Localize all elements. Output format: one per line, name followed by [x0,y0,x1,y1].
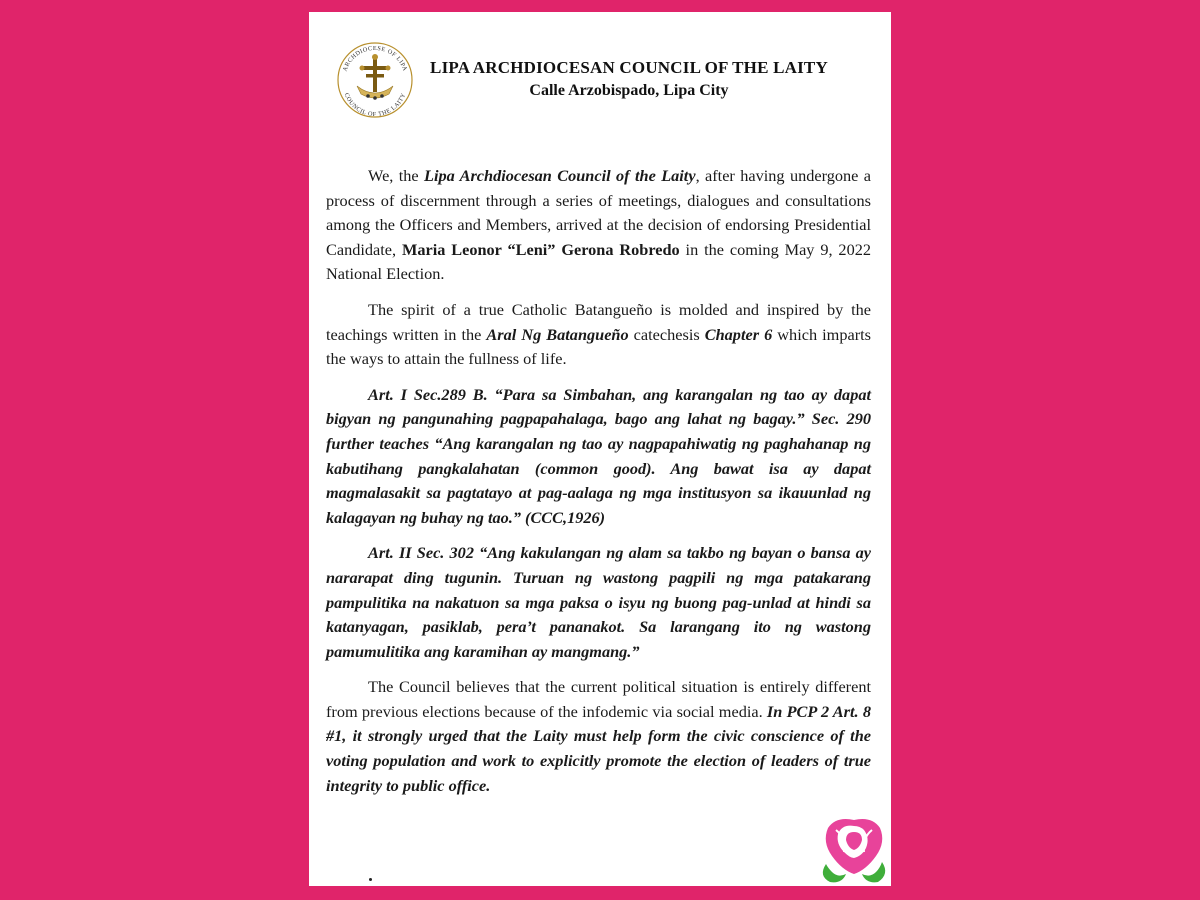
archdiocese-seal-icon [335,40,415,120]
text-span: , after having undergone a process of discernment through a series of meetings, dialogues and consultations among the Officers and Members, arrived at the decision of endorsing Presidential Candidate, [326,166,872,259]
paragraph-catechesis [326,298,871,372]
text-span: The spirit of a true Catholic Batangueño is molded and inspired by the teachings written in the [326,299,871,344]
chapter-reference: Chapter 6 [704,324,773,344]
text-span: The Council believes that the current political situation is entirely different from previous elections because of the infodemic via social media. [326,677,871,721]
seal-text-bottom: COUNCIL OF THE LAITY [342,91,408,119]
pcp-reference-emphasis: In PCP 2 Art. 8 #1, it strongly urged that the Laity must help form the civic conscience of the voting population and work to explicitly promote the election of leaders of true integrity to public office. [326,701,871,795]
organization-name: LIPA ARCHDIOCESAN COUNCIL OF THE LAITY [430,58,828,77]
letter-body [326,164,871,809]
seal-text-top: ARCHDIOCESE OF LIPA [341,44,409,73]
paragraph-article-two: Art. II Sec. 302 “Ang kakulangan ng alam sa takbo ng bayan o bansa ay nararapat ding tugunin. Turuan ng wastong pagpili ng mga patakarang pampulitika na nakatuon sa mga paksa o isyu ng buong pag-unlad at hindi sa katanyagan, pasiklab, pera’t pananakot. Sa larangang ito ng wastong pamumulitika ang karamihan ay mangmang.” [326,543,871,661]
council-name-emphasis: Lipa Archdiocesan Council of the Laity [424,166,696,185]
text-span: which imparts the ways to attain the fullness of life. [326,324,871,369]
paragraph-council-belief [326,675,871,798]
catechesis-title: Aral Ng Batangueño [486,324,629,344]
text-span: in the coming May 9, 2022 National Election. [326,239,871,284]
pink-rose-icon [816,812,892,886]
letterhead [409,58,849,100]
paragraph-article-one: Art. I Sec.289 B. “Para sa Simbahan, ang karangalan ng tao ay dapat bigyan ng pangunahing pagpapahalaga, bago ang lahat ng bagay.” Sec. 290 further teaches “Ang karangalan ng tao ay nagpapahiwatig ng paghahanap ng kabutihang pangkalahatan (common good). Ang bawat isa ay dapat magmalasakit sa pagtatayo at pag-aalaga ng mga institusyon sa ikauunlad ng kalagayan ng buhay ng tao.” (CCC,1926) [326,384,871,527]
scan-speck [369,878,372,881]
document-page [309,12,891,886]
organization-address: Calle Arzobispado, Lipa City [529,82,729,99]
candidate-name: Maria Leonor “Leni” Gerona Robredo [401,239,680,259]
text-span: catechesis [628,324,705,344]
paragraph-endorsement [326,164,871,287]
text-span: We, the [368,166,425,185]
